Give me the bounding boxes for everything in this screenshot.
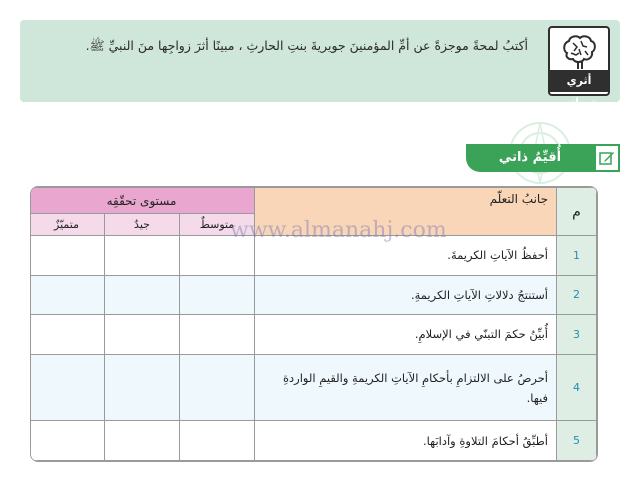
rating-cell-average[interactable] [180, 275, 255, 315]
self-assessment-title: أُقيِّمُ ذاتي [466, 144, 594, 172]
table-row [30, 236, 597, 276]
row-text: أُبيِّنُ حكمَ التبنّي في الإسلامِ. [255, 315, 557, 355]
brain-icon [559, 31, 599, 71]
row-number: 5 [557, 421, 597, 461]
table-row [30, 315, 597, 355]
pencil-icon [599, 150, 615, 166]
level-excellent: متميّزٌ [30, 214, 105, 236]
rating-cell-excellent[interactable] [30, 275, 105, 315]
column-header-number: م [557, 188, 597, 236]
rating-cell-good[interactable] [105, 236, 180, 276]
rating-cell-average[interactable] [180, 236, 255, 276]
row-number: 4 [557, 354, 597, 421]
badge-label: أثري خبراتي [550, 70, 608, 92]
row-number: 3 [557, 315, 597, 355]
level-good: جيدٌ [105, 214, 180, 236]
row-text: أطبِّقُ أحكامَ التلاوةِ وآدابَها. [255, 421, 557, 461]
enrichment-box [20, 20, 620, 109]
table-row [30, 421, 597, 461]
rating-cell-excellent[interactable] [30, 236, 105, 276]
column-header-aspect: جانبُ التعلّم [255, 188, 557, 236]
column-header-level: مستوى تحقّقِه [30, 188, 255, 214]
row-number: 1 [557, 236, 597, 276]
row-text: أحفظُ الآياتِ الكريمةَ. [255, 236, 557, 276]
self-assessment-table [30, 186, 598, 462]
level-average: متوسطٌ [180, 214, 255, 236]
enrichment-text: أكتبُ لمحةً موجزةً عن أمِّ المؤمنينَ جويريةَ بنتِ الحارثِ ، مبينًا أثرَ زواجِها منَ النبيِّ ﷺ. [85, 38, 528, 53]
rating-cell-excellent[interactable] [30, 421, 105, 461]
rating-cell-good[interactable] [105, 421, 180, 461]
rating-cell-average[interactable] [180, 354, 255, 421]
rating-cell-excellent[interactable] [30, 315, 105, 355]
table-row [30, 275, 597, 315]
rating-cell-good[interactable] [105, 315, 180, 355]
rating-cell-good[interactable] [105, 354, 180, 421]
rating-cell-average[interactable] [180, 421, 255, 461]
watermark-text: www.almanahj.com [230, 218, 447, 243]
row-text: أحرصُ على الالتزامِ بأحكامِ الآياتِ الكريمةِ والقيمِ الواردةِ فيها. [255, 354, 557, 421]
row-text: أستنتجُ دلالاتِ الآياتِ الكريمةِ. [255, 275, 557, 315]
rating-cell-average[interactable] [180, 315, 255, 355]
rating-cell-good[interactable] [105, 275, 180, 315]
rating-cell-excellent[interactable] [30, 354, 105, 421]
pencil-icon-box [594, 144, 620, 172]
self-assessment-tag [466, 144, 620, 172]
table-row [30, 354, 597, 421]
row-number: 2 [557, 275, 597, 315]
enrichment-badge [548, 26, 610, 109]
